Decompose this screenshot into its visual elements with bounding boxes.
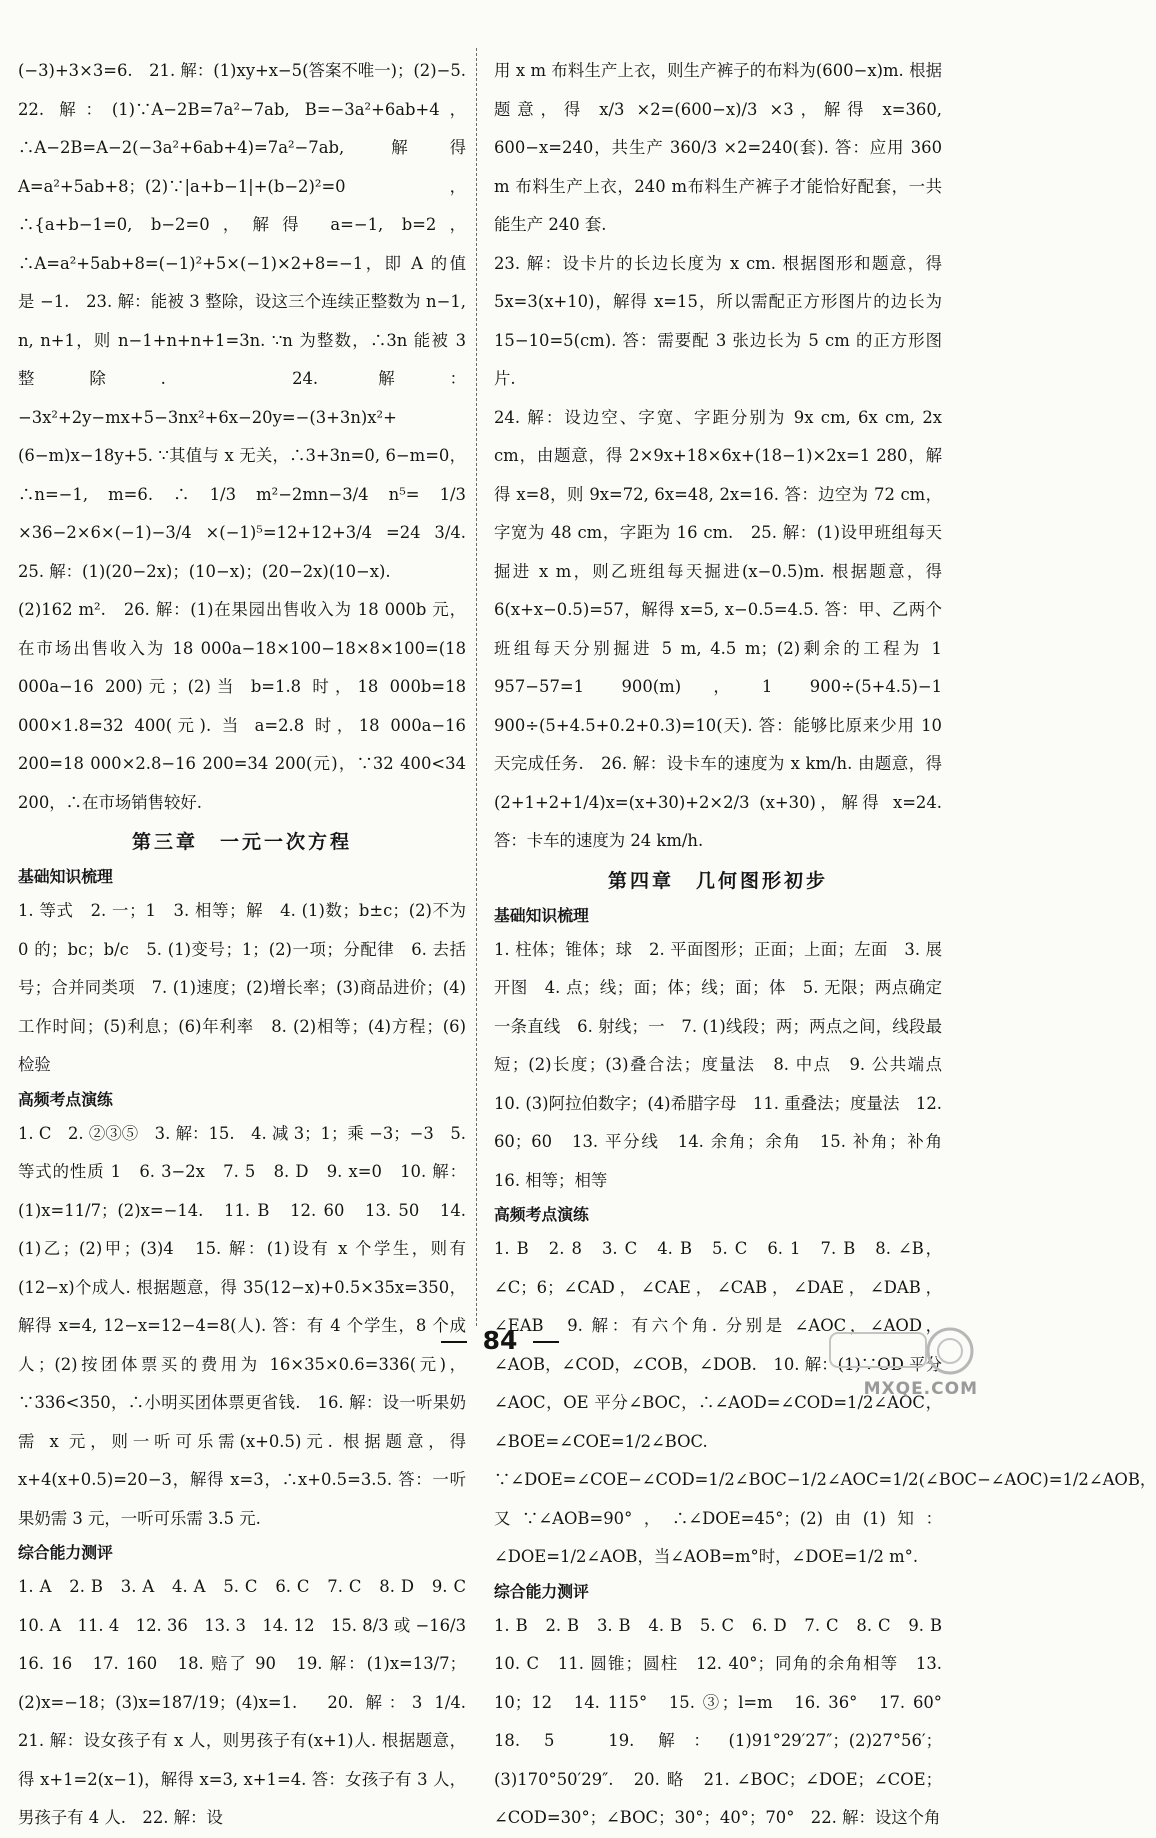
answer-paragraph: 1. A 2. B 3. A 4. A 5. C 6. C 7. C 8. D 9. C 10. A 11. 4 12. 36 13. 3 14. 12 15. 8/3 或 −16/3 16. 16 17. 160 18. 赔了 90 19. 解：(1)x=13/7；(2)x=−18；(3)x=187/19；(4)x=1. 20. 解：3 1/4. 21. 解：设女孩子有 x 人，则男孩子有(x+1)人. 根据题意，得 x+1=2(x−1)，解得 x=3, x+1=4. 答：女孩子有 3 人，男孩子有 4 人. 22. 解：设 <box>18 1577 483 1827</box>
footer-dash <box>441 1341 467 1343</box>
answer-paragraph: 用 x m 布料生产上衣，则生产裤子的布料为(600−x)m. 根据题意，得 x/3 ×2=(600−x)/3 ×3，解得 x=360, 600−x=240，共生产 360/3 ×2=240(套). 答：应用 360 m 布料生产上衣，240 m布料生产裤子才能恰好配套，一共能生产 240 套. <box>494 61 942 234</box>
section-frequent-practice: 高频考点演练 <box>494 1205 589 1224</box>
site-watermark-logo <box>790 1325 980 1403</box>
answer-paragraph: 1. 等式 2. 一；1 3. 相等；解 4. (1)数；b±c；(2)不为 0 的；bc；b/c 5. (1)变号；1；(2)一项；分配律 6. 去括号；合并同类项 7. (1)速度；(2)增长率；(3)商品进价；(4)工作时间；(5)利息；(6)年利率 8. (2)相等；(4)方程；(6)检验 <box>18 901 466 1074</box>
chapter-3-title: 第三章 一元一次方程 <box>131 831 352 853</box>
answer-paragraph: 23. 解：设卡片的长边长度为 x cm. 根据图形和题意，得 5x=3(x+10)，解得 x=15，所以需配正方形图片的边长为 15−10=5(cm). 答：需要配 3 张边长为 5 cm 的正方形图片. <box>494 253 942 388</box>
right-column <box>494 52 1156 1838</box>
section-frequent-practice: 高频考点演练 <box>18 1089 113 1109</box>
answer-paragraph: 24. 解：设边空、字宽、字距分别为 9x cm, 6x cm, 2x cm，由题意，得 2×9x+18×6x+(18−1)×2x=1 280，解得 x=8，则 9x=72, 6x=48, 2x=16. 答：边空为 72 cm，字宽为 48 cm，字距为 16 cm. 25. 解：(1)设甲班组每天掘进 x m，则乙班组每天掘进(x−0.5)m. 根据题意，得 6(x+x−0.5)=57，解得 x=5, x−0.5=4.5. 答：甲、乙两个班组每天分别掘进 5 m, 4.5 m；(2)剩余的工程为 1 957−57=1 900(m)，1 900÷(5+4.5)−1 900÷(5+4.5+0.2+0.3)=10(天). 答：能够比原来少用 10 天完成任务. 26. 解：设卡车的速度为 x km/h. 由题意，得(2+1+2+1/4)x=(x+30)+2×2/3 (x+30)，解得 x=24. 答：卡车的速度为 24 km/h. <box>494 407 942 850</box>
answer-paragraph: 1. B 2. B 3. B 4. B 5. C 6. D 7. C 8. C 9. B 10. C 11. 圆锥；圆柱 12. 40°；同角的余角相等 13. 10；12 14. 115° 15. ③；l=m 16. 36° 17. 60° 18. 5 19. 解：(1)91°29′27″；(2)27°56′；(3)170°50′29″. 20. 略 21. ∠BOC；∠DOE；∠COE；∠COD=30°；∠BOC；30°；40°；70° 22. 解：设这个角 <box>494 1615 959 1827</box>
section-comprehensive-test: 综合能力测评 <box>494 1581 589 1601</box>
answer-paragraph: 1. 柱体；锥体；球 2. 平面图形；正面；上面；左面 3. 展开图 4. 点；线；面；体；线；面；体 5. 无限；两点确定一条直线 6. 射线；一 7. (1)线段；两；两点之间，线段最短；(2)长度；(3)叠合法；度量法 8. 中点 9. 公共端点 10. (3)阿拉伯数字；(4)希腊字母 11. 重叠法；度量法 12. 60；60 13. 平分线 14. 余角；余角 15. 补角；补角 16. 相等；相等 <box>494 939 959 1190</box>
column-divider <box>476 48 477 1326</box>
chapter-4-title: 第四章 几何图形初步 <box>607 869 828 892</box>
section-basic-knowledge: 基础知识梳理 <box>18 867 113 886</box>
answer-paragraph: (−3)+3×3=6. 21. 解：(1)xy+x−5(答案不唯一)；(2)−5. 22. 解：(1)∵A−2B=7a²−7ab, B=−3a²+6ab+4，∴A−2B=A−2(−3a²+6ab+4)=7a²−7ab, 解得 A=a²+5ab+8；(2)∵|a+b−1|+(b−2)²=0，∴{a+b−1=0, b−2=0，解得 a=−1, b=2，∴A=a²+5ab+8=(−1)²+5×(−1)×2+8=−1，即 A 的值是 −1. 23. 解：能被 3 整除，设这三个连续正整数为 n−1, n, n+1，则 n−1+n+n+1=3n. ∵n 为整数，∴3n 能被 3 整除. 24. 解：−3x²+2y−mx+5−3nx²+6x−20y=−(3+3n)x²+(6−m)x−18y+5. ∵其值与 x 无关，∴3+3n=0, 6−m=0，∴n=−1, m=6. ∴ 1/3 m²−2mn−3/4 n⁵= 1/3 ×36−2×6×(−1)−3/4 ×(−1)⁵=12+12+3/4 =24 3/4. 25. 解：(1)(20−2x)；(10−x)；(20−2x)(10−x). <box>18 61 483 581</box>
section-basic-knowledge: 基础知识梳理 <box>494 905 589 925</box>
footer-dash <box>533 1341 559 1343</box>
section-comprehensive-test: 综合能力测评 <box>18 1543 113 1562</box>
page-number: 84 <box>482 1326 518 1355</box>
left-column <box>18 52 483 1838</box>
answer-paragraph: (2)162 m². 26. 解：(1)在果园出售收入为 18 000b 元，在市场出售收入为 18 000a−18×100−18×8×100=(18 000a−16 200)元；(2)当 b=1.8 时，18 000b=18 000×1.8=32 400(元). 当 a=2.8 时，18 000a−16 200=18 000×2.8−16 200=34 200(元)，∵32 400<34 200，∴在市场销售较好. <box>18 600 466 812</box>
watermark-text: MXQE.COM <box>863 1379 978 1399</box>
answer-paragraph: 1. B 2. 8 3. C 4. B 5. C 6. 1 7. B 8. ∠B，∠C；6；∠CAD，∠CAE，∠CAB，∠DAE，∠DAB，∠EAB 9. 解：有六个角. 分别是 ∠AOC，∠AOD，∠AOB，∠COD，∠COB，∠DOB. 10. 解：(1)∵OD 平分∠AOC，OE 平分∠BOC，∴∠AOD=∠COD=1/2∠AOC，∠BOE=∠COE=1/2∠BOC. ∵∠DOE=∠COE−∠COD=1/2∠BOC−1/2∠AOC=1/2(∠BOC−∠AOC)=1/2∠AOB，又∵∠AOB=90°，∴∠DOE=45°；(2)由(1)知：∠DOE=1/2∠AOB，当∠AOB=m°时，∠DOE=1/2 m°. <box>494 1239 1156 1566</box>
answer-paragraph: 1. C 2. ②③⑤ 3. 解：15. 4. 减 3；1；乘 −3；−3 5. 等式的性质 1 6. 3−2x 7. 5 8. D 9. x=0 10. 解：(1)x=11/7；(2)x=−14. 11. B 12. 60 13. 50 14. (1)乙；(2)甲；(3)4 15. 解：(1)设有 x 个学生，则有(12−x)个成人. 根据题意，得 35(12−x)+0.5×35x=350，解得 x=4, 12−x=12−4=8(人). 答：有 4 个学生，8 个成人；(2)按团体票买的费用为 16×35×0.6=336(元)，∵336<350，∴小明买团体票更省钱. 16. 解：设一听果奶需 x 元，则一听可乐需(x+0.5)元. 根据题意，得 x+4(x+0.5)=20−3，解得 x=3，∴x+0.5=3.5. 答：一听果奶需 3 元，一听可乐需 3.5 元. <box>18 1123 466 1528</box>
